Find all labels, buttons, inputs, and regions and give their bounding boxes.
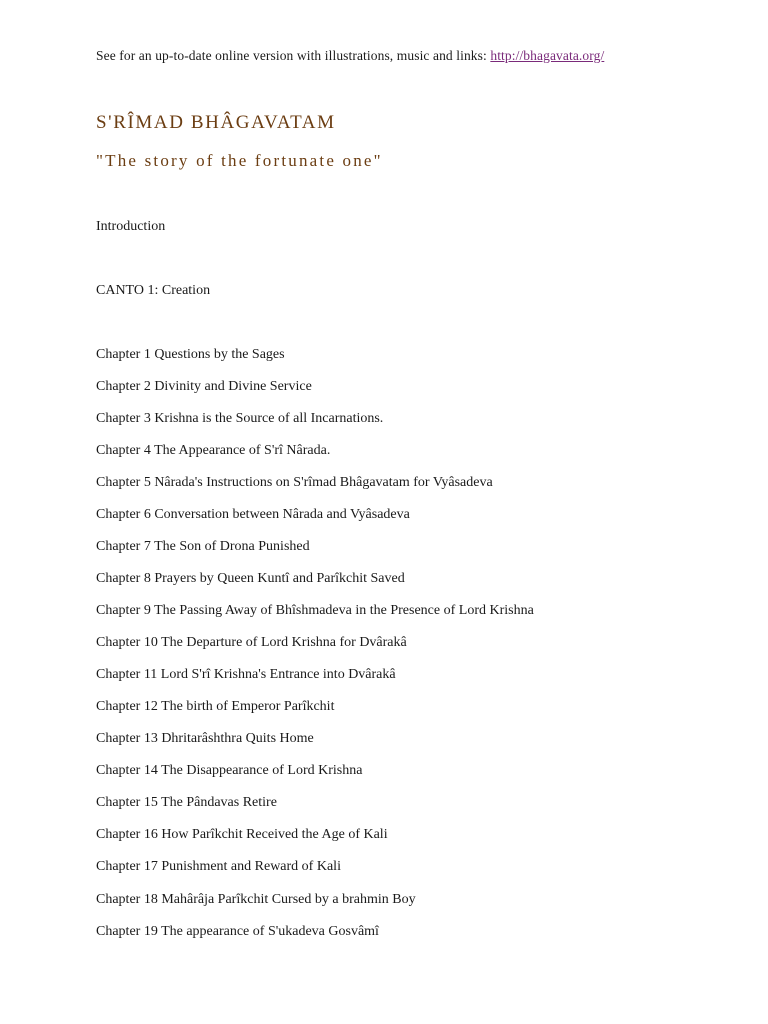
toc-chapter-1[interactable]: Chapter 1 Questions by the Sages — [96, 347, 285, 362]
toc-chapter-5[interactable]: Chapter 5 Nârada's Instructions on S'rîmad Bhâgavatam for Vyâsadeva — [96, 475, 493, 490]
bhagavata-link[interactable]: http://bhagavata.org/ — [490, 48, 605, 63]
toc-chapter-6[interactable]: Chapter 6 Conversation between Nârada and Vyâsadeva — [96, 507, 410, 522]
toc-chapter-13[interactable]: Chapter 13 Dhritarâshthra Quits Home — [96, 731, 314, 746]
toc-chapter-2[interactable]: Chapter 2 Divinity and Divine Service — [96, 379, 312, 394]
toc-chapter-15[interactable]: Chapter 15 The Pândavas Retire — [96, 795, 277, 810]
toc-introduction[interactable]: Introduction — [96, 219, 166, 234]
toc-chapter-11[interactable]: Chapter 11 Lord S'rî Krishna's Entrance into Dvârakâ — [96, 667, 396, 682]
toc-chapter-18[interactable]: Chapter 18 Mahârâja Parîkchit Cursed by a brahmin Boy — [96, 892, 416, 907]
toc-chapter-3[interactable]: Chapter 3 Krishna is the Source of all Incarnations. — [96, 411, 384, 426]
toc-chapter-12[interactable]: Chapter 12 The birth of Emperor Parîkchit — [96, 699, 335, 714]
online-version-notice — [96, 48, 604, 64]
toc-chapter-10[interactable]: Chapter 10 The Departure of Lord Krishna for Dvârakâ — [96, 635, 407, 650]
toc-chapter-17[interactable]: Chapter 17 Punishment and Reward of Kali — [96, 859, 341, 874]
toc-canto-heading[interactable]: CANTO 1: Creation — [96, 283, 211, 298]
toc-chapter-16[interactable]: Chapter 16 How Parîkchit Received the Age of Kali — [96, 827, 388, 842]
toc-chapter-8[interactable]: Chapter 8 Prayers by Queen Kuntî and Parîkchit Saved — [96, 571, 405, 586]
toc-chapter-4[interactable]: Chapter 4 The Appearance of S'rî Nârada. — [96, 443, 331, 458]
book-subtitle: "The story of the fortunate one" — [96, 151, 383, 170]
toc-chapter-14[interactable]: Chapter 14 The Disappearance of Lord Krishna — [96, 763, 363, 778]
notice-text: See for an up-to-date online version with illustrations, music and links: — [96, 48, 491, 63]
toc-chapter-9[interactable]: Chapter 9 The Passing Away of Bhîshmadeva in the Presence of Lord Krishna — [96, 603, 534, 618]
toc-chapter-7[interactable]: Chapter 7 The Son of Drona Punished — [96, 539, 310, 554]
book-title: S'RÎMAD BHÂGAVATAM — [96, 112, 336, 133]
toc-chapter-19[interactable]: Chapter 19 The appearance of S'ukadeva Gosvâmî — [96, 924, 379, 939]
